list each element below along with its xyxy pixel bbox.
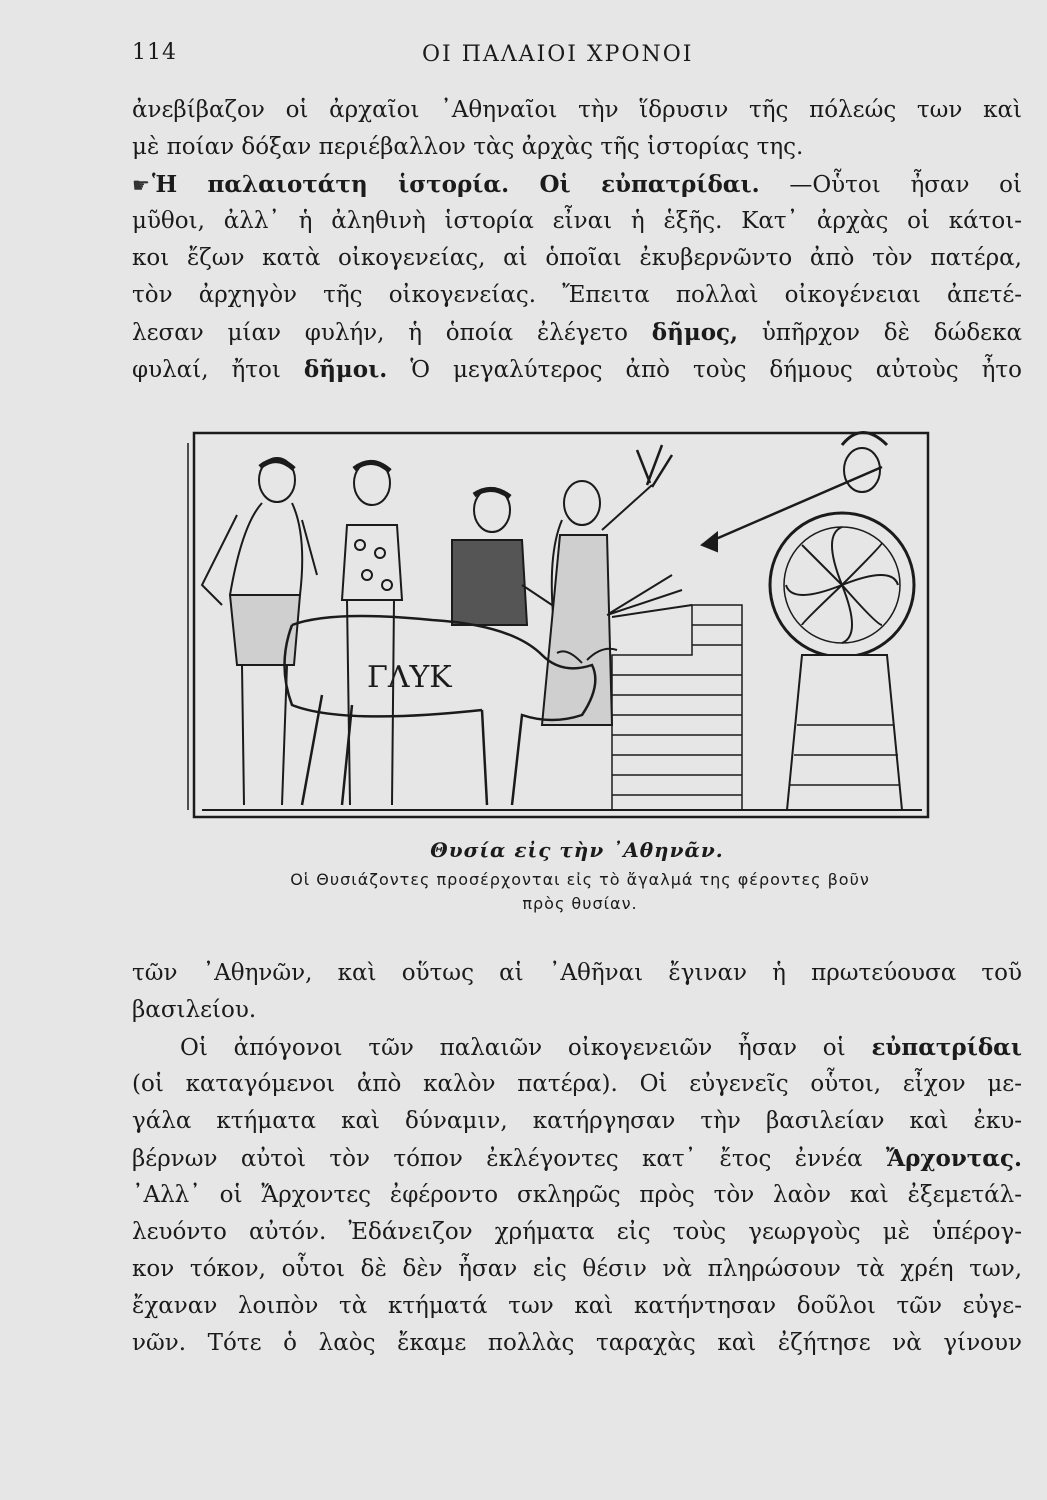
top-paragraphs [132,92,1022,388]
figure-woman-with-branches [542,445,692,725]
text-line: νῶν. Τότε ὁ λαὸς ἔκαμε πολλὰς ταραχὰς καὶ ἐζήτησε νὰ γίνουν [132,1330,1022,1356]
text-line [132,1140,1022,1177]
bold-term: δῆμοι. [303,356,388,383]
bold-term: εὐπατρίδαι [871,1034,1022,1061]
figure-man-1 [202,458,317,805]
figure-caption-title: Θυσία εἰς τὴν ᾿Αθηνᾶν. [430,838,724,862]
section-heading: Ἡ παλαιοτάτη ἱστορία. Οἱ εὐπατρίδαι. [151,171,760,198]
caption-line: πρὸς θυσίαν. [522,894,638,913]
text-line: —Οὗτοι ἦσαν οἱ [789,172,1022,198]
text-line: τὸν ἀρχηγὸν τῆς οἰκογενείας. Ἔπειτα πολλαὶ οἰκογένειαι ἀπετέ- [132,282,1022,308]
text-fragment: ὑπῆρχον δὲ δώδεκα [761,320,1022,346]
page-number: 114 [132,40,177,65]
text-line: λευόντο αὐτόν. Ἐδάνειζον χρήματα εἰς τοὺς γεωργοὺς μὲ ὑπέρογ- [132,1219,1022,1245]
text-line: μῦθοι, ἀλλ᾿ ἡ ἀληθινὴ ἱστορία εἶναι ἡ ἑξῆς. Κατ᾿ ἀρχὰς οἱ κάτοι- [132,208,1022,234]
text-line [132,314,1022,351]
altar [612,605,742,810]
text-line: κον τόκον, οὗτοι δὲ δὲν ἦσαν εἰς θέσιν νὰ πληρώσουν τὰ χρέη των, [132,1256,1022,1282]
text-fragment: Ὁ μεγαλύτερος ἀπὸ τοὺς δήμους αὐτοὺς ἦτο [410,357,1022,383]
text-line: (οἱ καταγόμενοι ἀπὸ καλὸν πατέρα). Οἱ εὐγενεῖς οὗτοι, εἶχον με- [132,1071,1022,1097]
text-fragment: Οἱ ἀπόγονοι τῶν παλαιῶν οἰκογενειῶν ἦσαν οἱ [180,1035,846,1061]
bold-term: δῆμος, [651,319,739,346]
text-fragment: βέρνων αὐτοὶ τὸν τόπον ἐκλέγοντες κατ᾿ ἔτος ἐννέα [132,1146,863,1172]
vase-painting-drawing [182,425,940,830]
text-fragment: λεσαν μίαν φυλήν, ἡ ὁποία ἐλέγετο [132,320,629,346]
text-line [132,351,1022,388]
text-line: ἔχαναν λοιπὸν τὰ κτήματά των καὶ κατήντησαν δοῦλοι τῶν εὐγε- [132,1293,1022,1319]
running-title: ΟΙ ΠΑΛΑΙΟΙ ΧΡΟΝΟΙ [422,42,694,67]
text-line: ἀνεβίβαζον οἱ ἀρχαῖοι ᾿Αθηναῖοι τὴν ἵδρυσιν τῆς πόλεώς των καὶ [132,97,1022,123]
text-line: τῶν ᾿Αθηνῶν, καὶ οὕτως αἱ ᾿Αθῆναι ἔγιναν ἡ πρωτεύουσα τοῦ [132,960,1022,986]
text-line: μὲ ποίαν δόξαν περιέβαλλον τὰς ἀρχὰς τῆς ἱστορίας της. [132,134,804,160]
text-line: γάλα κτήματα καὶ δύναμιν, κατήργησαν τὴν βασιλείαν καὶ ἐκυ- [132,1108,1022,1134]
section-heading-line [132,166,1022,203]
illustration-sacrifice-to-athena [182,425,940,830]
athena-statue [702,433,914,811]
figure-man-2 [342,461,402,805]
bottom-paragraphs [132,955,1022,1362]
bold-term: Ἄρχοντας. [885,1145,1022,1172]
bull-inscription: ΓΛΥΚ [367,660,452,695]
page-header [132,36,1022,76]
text-line [132,1029,1022,1066]
caption-line: Οἱ Θυσιάζοντες προσέρχονται εἰς τὸ ἄγαλμά της φέροντες βοῦν [290,870,870,889]
text-line: κοι ἔζων κατὰ οἰκογενείας, αἱ ὁποῖαι ἐκυβερνῶντο ἀπὸ τὸν πατέρα, [132,245,1022,271]
figure-man-3 [452,488,552,625]
pointing-hand-icon: ☛ [132,173,150,197]
figure-caption [190,868,970,916]
text-line: βασιλείου. [132,997,257,1023]
text-line: ᾿Αλλ᾿ οἱ Ἄρχοντες ἐφέροντο σκληρῶς πρὸς τὸν λαὸν καὶ ἐξεμετάλ- [132,1182,1022,1208]
text-fragment: φυλαί, ἤτοι [132,357,281,383]
